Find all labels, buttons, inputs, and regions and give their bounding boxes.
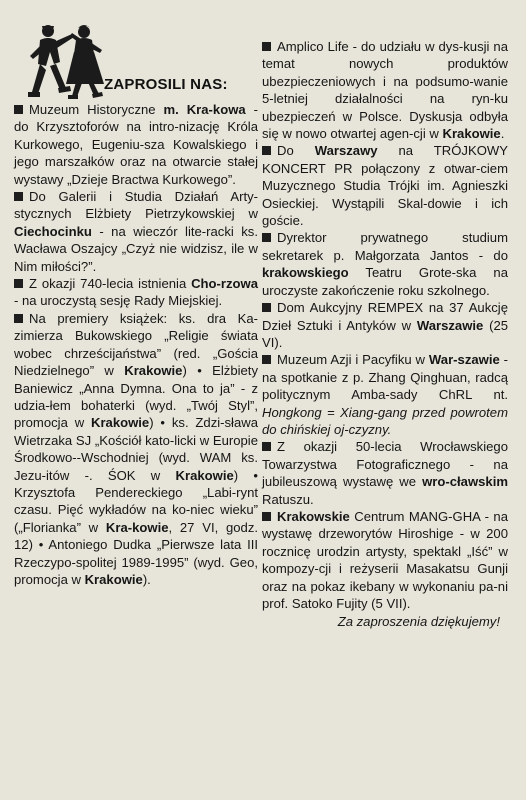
- square-bullet-icon: [262, 42, 271, 51]
- bold-place-name: Krakowie: [124, 363, 183, 379]
- list-item: [262, 438, 508, 508]
- entry-text: na TRÓJKOWY KONCERT PR połączony z otwar-ciem Muzycznego Studia Trójki im. Agnieszki Osieckiej. Wystąpili Skal-dowie i ich goście.: [262, 143, 508, 229]
- entry-text: Z okazji 50-lecia Wrocławskiego Towarzystwa Fotograficznego - na jubileuszową wystawę we: [262, 439, 508, 490]
- bold-place-name: Krakowie: [84, 571, 143, 587]
- entry-text: - na spotkanie z p. Zhang Qinghuan, radcą politycznym Amba-sady ChRL nt.: [262, 352, 509, 403]
- entry-text: Centrum MANG-GHA - na wystawę drzeworytów Hiroshige - w 200 rocznicę urodzin artysty, spektakl „Iść” w kompozy-cji i reżyserii Masakatsu Gunji oraz na pokaz ikebany w wykonaniu pa-ni prof. Satoko Fujity (5 VII).: [262, 508, 508, 611]
- bold-place-name: Krakowie: [91, 415, 150, 431]
- square-bullet-icon: [262, 233, 271, 242]
- section-heading: ZAPROSILI NAS:: [104, 76, 228, 93]
- entry-text: Z okazji 740-lecia istnienia: [29, 276, 192, 292]
- bold-place-name: Warszawy: [314, 143, 378, 159]
- dancing-couple-icon: [26, 22, 108, 100]
- bold-place-name: War-szawie: [428, 352, 500, 368]
- entry-text: Dom Aukcyjny REMPEX na 37 Aukcję Dzieł Sztuki i Antyków w: [262, 300, 508, 333]
- bold-place-name: Warszawie: [416, 317, 484, 333]
- entry-text: (25 VI).: [262, 317, 509, 350]
- section-header: [14, 0, 258, 100]
- list-item: [262, 142, 508, 229]
- list-item: [262, 299, 508, 351]
- bold-place-name: Krakowie: [175, 467, 234, 483]
- entry-text: ) • ks. Zdzi-sława Wietrzaka SJ „Kościół kato-licki w Europie Środkowo--Wschodniej (wyd. WAM ks. Jezu-itów -. ŚOK w: [14, 415, 258, 483]
- entry-text: Ratuszu.: [262, 491, 314, 507]
- entry-text: ).: [142, 571, 151, 587]
- closing-line: Za zaproszenia dziękujemy!: [337, 614, 500, 630]
- entry-text: Muzeum Historyczne: [29, 102, 164, 117]
- list-item: [14, 275, 258, 310]
- list-item: [262, 508, 508, 612]
- entry-text: ) • Krzysztofa Pendereckiego „Labi-rynt czasu. Pięć wykładów na ko-niec wieku” („Florianka” w: [14, 467, 258, 535]
- square-bullet-icon: [262, 303, 271, 312]
- bold-place-name: Krakowskie: [277, 508, 350, 524]
- square-bullet-icon: [14, 105, 23, 114]
- entry-text: Teatru Grote-ska na uroczyste zakończenie roku szkolnego.: [262, 265, 508, 298]
- list-item: [262, 229, 508, 299]
- entry-text: Do Galerii i Studia Działań Arty-stycznych Elżbiety Pietrzykowskiej w: [14, 189, 258, 222]
- entry-text: Muzeum Azji i Pacyfiku w: [277, 352, 429, 368]
- bold-place-name: krakowskiego: [262, 265, 349, 281]
- square-bullet-icon: [14, 314, 23, 323]
- list-item: [262, 351, 508, 438]
- list-item: [14, 101, 258, 188]
- square-bullet-icon: [14, 192, 23, 201]
- left-column: [14, 0, 258, 800]
- entry-text: Amplico Life - do udziału w dys-kusji na temat nowych produktów ubezpieczeniowych i na podsumo-wanie 5-letniej działalności na ryn-ku ubezpieczeń w Polsce. Dyskusja odbyła się w nowo otwartej agen-cji w: [262, 39, 508, 142]
- bold-place-name: wro-cławskim: [422, 474, 508, 490]
- entry-text: , 27 VI, godz. 12) • Antoniego Dudka „Pierwsze lata III Rzeczypo-spolitej 1989-1995” (wyd. Geo, promocja w: [14, 519, 259, 587]
- entry-text: - do Krzysztoforów na intro-nizację Króla Kurkowego, Eugeniu-sza Kowalskiego i jego marszałków oraz na otwarcie stałej wystawy „Dzieje Bractwa Kurkowego”.: [14, 102, 258, 187]
- entry-text: - na wieczór lite-racki ks. Wacława Oszajcy „Czyż nie widzisz, ile w Nim miłości?”.: [14, 223, 258, 274]
- bold-place-name: Krakowie: [442, 126, 501, 142]
- entry-text: - na uroczystą sesję Rady Miejskiej.: [14, 293, 223, 309]
- list-item: [262, 38, 508, 142]
- square-bullet-icon: [262, 512, 271, 521]
- entry-text: .: [500, 126, 505, 142]
- bold-place-name: Cho-rzowa: [191, 276, 258, 292]
- bold-place-name: kowa: [212, 102, 246, 117]
- entry-text: Hongkong = Xiang-gang przed powrotem do chińskiej oj-czyzny.: [262, 404, 508, 437]
- entry-text: Do: [277, 143, 315, 159]
- square-bullet-icon: [262, 442, 271, 451]
- list-item: [14, 310, 258, 589]
- list-item: [14, 188, 258, 275]
- entry-text: Dyrektor prywatnego studium sekretarek p. Małgorzata Jantos - do: [262, 230, 508, 263]
- bold-place-name: Ciechocinku: [14, 223, 92, 239]
- right-entries: [262, 0, 508, 612]
- left-entries: [14, 100, 258, 588]
- bold-place-name: Kra-kowie: [105, 519, 169, 535]
- entry-text: Na premiery książek: ks. dra Ka-zimierza Bukowskiego „Religie świata wobec chrześcijaństwa” (red. „Gościa Niedzielnego” w: [14, 310, 258, 379]
- right-column: [262, 0, 508, 800]
- bold-place-name: m. Kra-: [163, 102, 213, 117]
- square-bullet-icon: [262, 146, 271, 155]
- entry-text: ) • Elżbiety Baniewicz „Anna Dymna. Ona to ja” - z udzia-łem bohaterki (wyd. „Twój Styl”, promocja w: [14, 363, 258, 431]
- square-bullet-icon: [14, 279, 23, 288]
- square-bullet-icon: [262, 355, 271, 364]
